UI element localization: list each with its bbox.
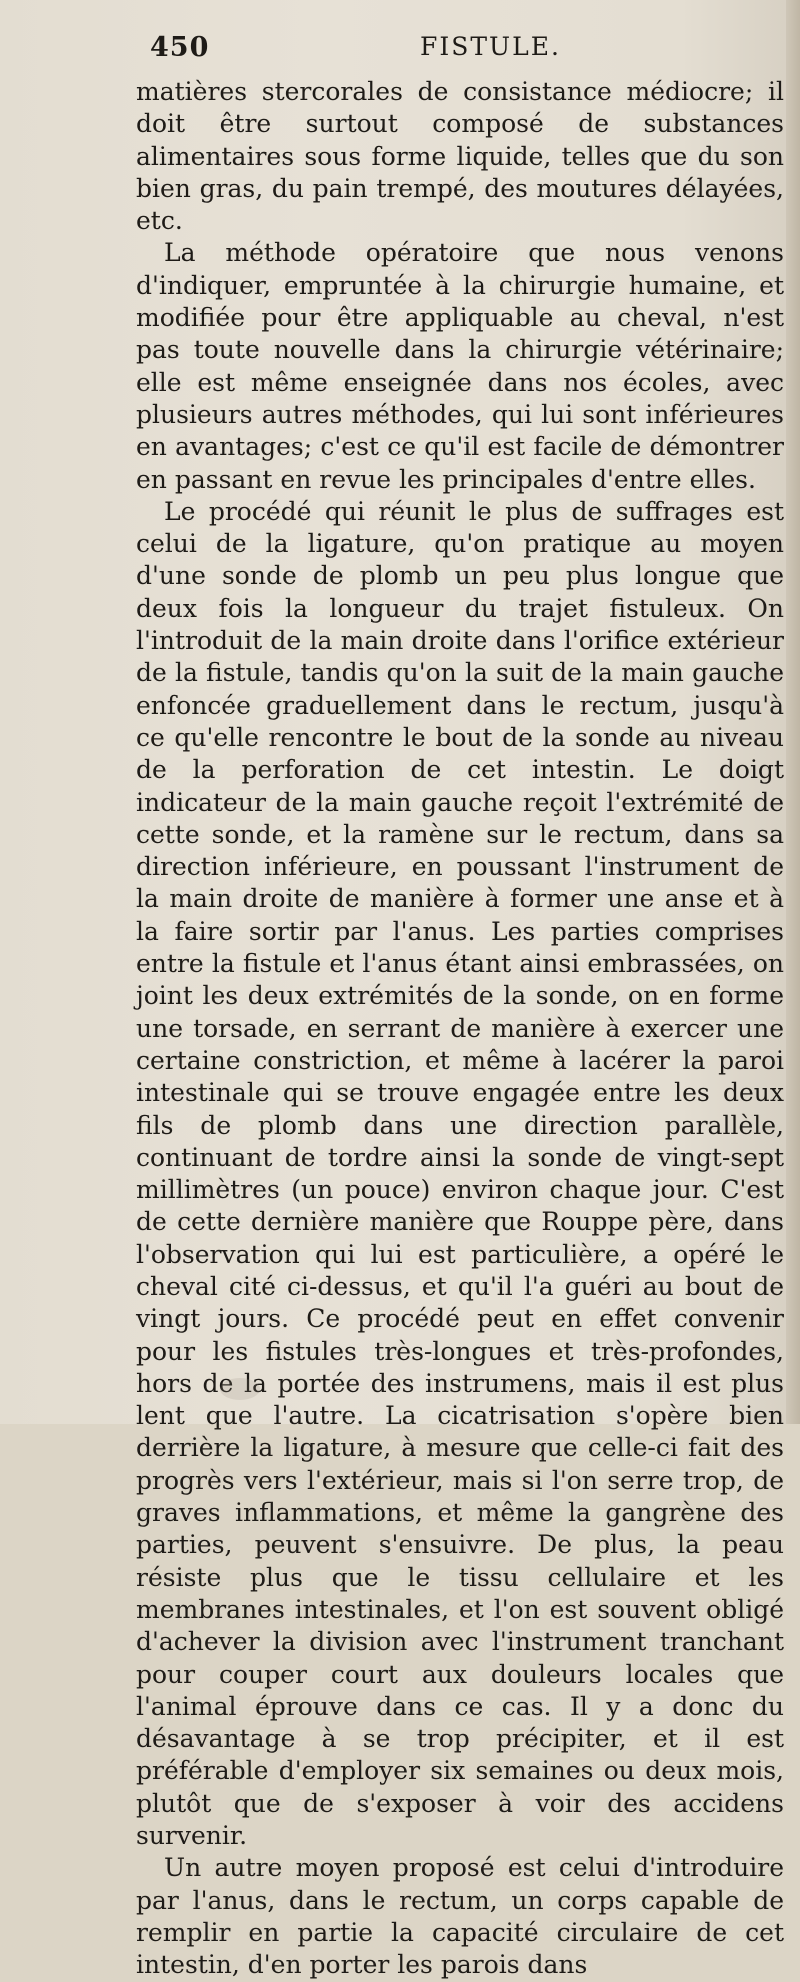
page-edge — [786, 0, 800, 1424]
running-title: FISTULE. — [420, 32, 561, 61]
paragraph-alternative-method: Un autre moyen proposé est celui d'introduire par l'anus, dans le rectum, un corps capable de remplir en partie la capacité circulaire de cet intestin, d'en porter les parois dans — [136, 1853, 784, 1980]
page-smudge — [220, 1378, 260, 1400]
paragraph-continuation: matières stercorales de consistance médiocre; il doit être surtout composé de substances alimentaires sous forme liquide, telles que du son bien gras, du pain trempé, des moutures délayées, etc. — [136, 77, 784, 236]
page-number: 450 — [150, 32, 210, 63]
body-text — [136, 76, 784, 1982]
paragraph-operative-method: La méthode opératoire que nous venons d'indiquer, empruntée à la chirurgie humaine, et modifiée pour être appliquable au cheval, n'est pas toute nouvelle dans la chirurgie vétérinaire; elle est même enseignée dans nos écoles, avec plusieurs autres méthodes, qui lui sont inférieures en avantages; c'est ce qu'il est facile de démontrer en passant en revue les principales d'entre elles. — [136, 238, 784, 494]
running-header — [150, 32, 790, 72]
paragraph-ligature-procedure: Le procédé qui réunit le plus de suffrages est celui de la ligature, qu'on pratique au moyen d'une sonde de plomb un peu plus longue que deux fois la longueur du trajet fistuleux. On l'introduit de la main droite dans l'orifice extérieur de la fistule, tandis qu'on la suit de la main gauche enfoncée graduellement dans le rectum, jusqu'à ce qu'elle rencontre le bout de la sonde au niveau de la perforation de cet intestin. Le doigt indicateur de la main gauche reçoit l'extrémité de cette sonde, et la ramène sur le rectum, dans sa direction inférieure, en poussant l'instrument de la main droite de manière à former une anse et à la faire sortir par l'anus. Les parties comprises entre la fistule et l'anus étant ainsi embrassées, on joint les deux extrémités de la sonde, on en forme une torsade, en serrant de manière à exercer une certaine constriction, et même à lacérer la paroi intestinale qui se trouve engagée entre les deux fils de plomb dans une direction parallèle, continuant de tordre ainsi la sonde de vingt-sept millimètres (un pouce) environ chaque jour. C'est de cette dernière manière que Rouppe père, dans l'observation qui lui est particulière, a opéré le cheval cité ci-dessus, et qu'il l'a guéri au bout de vingt jours. Ce procédé peut en effet convenir pour les fistules très-longues et très-profondes, hors de la portée des instrumens, mais il est plus lent que l'autre. La cicatrisation s'opère bien derrière la ligature, à mesure que celle-ci fait des progrès vers l'extérieur, mais si l'on serre trop, de graves inflammations, et même la gangrène des parties, peuvent s'ensuivre. De plus, la peau résiste plus que le tissu cellulaire et les membranes intestinales, et l'on est souvent obligé d'achever la division avec l'instrument tranchant pour couper court aux douleurs locales que l'animal éprouve dans ce cas. Il y a donc du désavantage à se trop précipiter, et il est préférable d'employer six semaines ou deux mois, plutôt que de s'exposer à voir des accidens survenir. — [136, 496, 784, 1851]
